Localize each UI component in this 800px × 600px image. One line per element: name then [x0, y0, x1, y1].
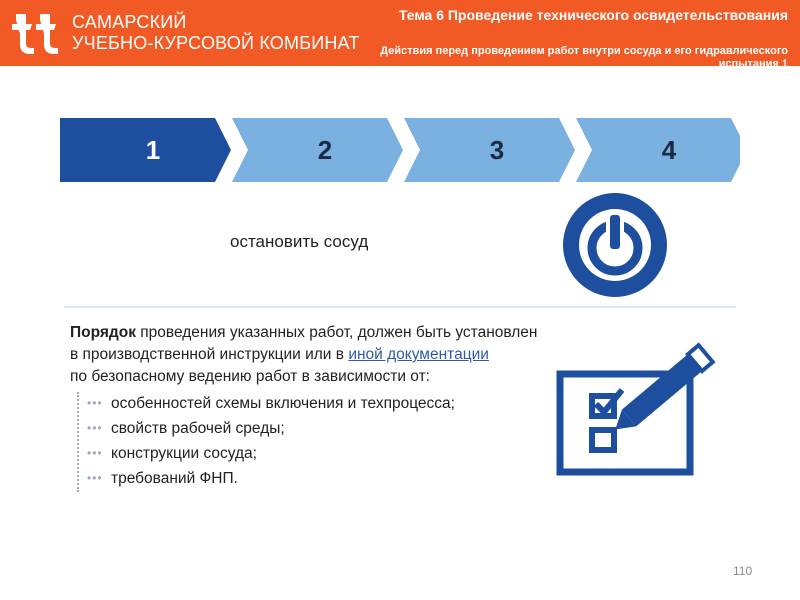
list-item-text: свойств рабочей среды; [111, 420, 285, 437]
list-item [87, 442, 557, 465]
logo-mark-icon [10, 10, 68, 54]
step-label-2: 2 [317, 135, 333, 165]
list-item [87, 417, 557, 440]
checklist-icon [556, 334, 728, 476]
lead-word: Порядок [70, 324, 136, 341]
step-description: остановить сосуд [230, 232, 369, 251]
step-label-4: 4 [661, 135, 677, 165]
list-item-text: требований ФНП. [111, 470, 238, 487]
divider [64, 306, 736, 308]
line-3: по безопасному ведению работ в зависимости от: [70, 368, 430, 385]
list-item-text: конструкции сосуда; [111, 445, 257, 462]
line-1: проведения указанных работ, должен быть установлен [135, 324, 538, 341]
bullet-dots-icon: ••• [87, 471, 103, 485]
page-number: 110 [733, 564, 753, 578]
power-icon [563, 193, 667, 297]
bullet-dots-icon: ••• [87, 421, 103, 435]
bullet-dots-icon: ••• [87, 396, 103, 410]
bullet-dots-icon: ••• [87, 446, 103, 460]
instruction-text [70, 322, 630, 388]
conditions-list [77, 392, 557, 492]
list-item-text: особенностей схемы включения и техпроцесса; [111, 395, 455, 412]
logo-line: УЧЕБНО-КУРСОВОЙ КОМБИНАТ [72, 33, 360, 53]
logo-text [72, 12, 360, 54]
step-label-1: 1 [145, 135, 161, 165]
step-label-3: 3 [489, 135, 505, 165]
step-progress [60, 118, 740, 182]
list-item [87, 467, 557, 490]
list-item [87, 392, 557, 415]
other-docs-link[interactable]: иной документации [348, 346, 489, 363]
topic-title: Тема 6 Проведение технического освидетельствования [398, 7, 788, 23]
line-2-prefix: в производственной инструкции или в [70, 346, 349, 363]
logo-line: САМАРСКИЙ [72, 12, 187, 32]
header-bar [0, 0, 800, 70]
subtopic-title: Действия перед проведением работ внутри сосуда и его гидравлического испытания 1 [380, 45, 788, 70]
